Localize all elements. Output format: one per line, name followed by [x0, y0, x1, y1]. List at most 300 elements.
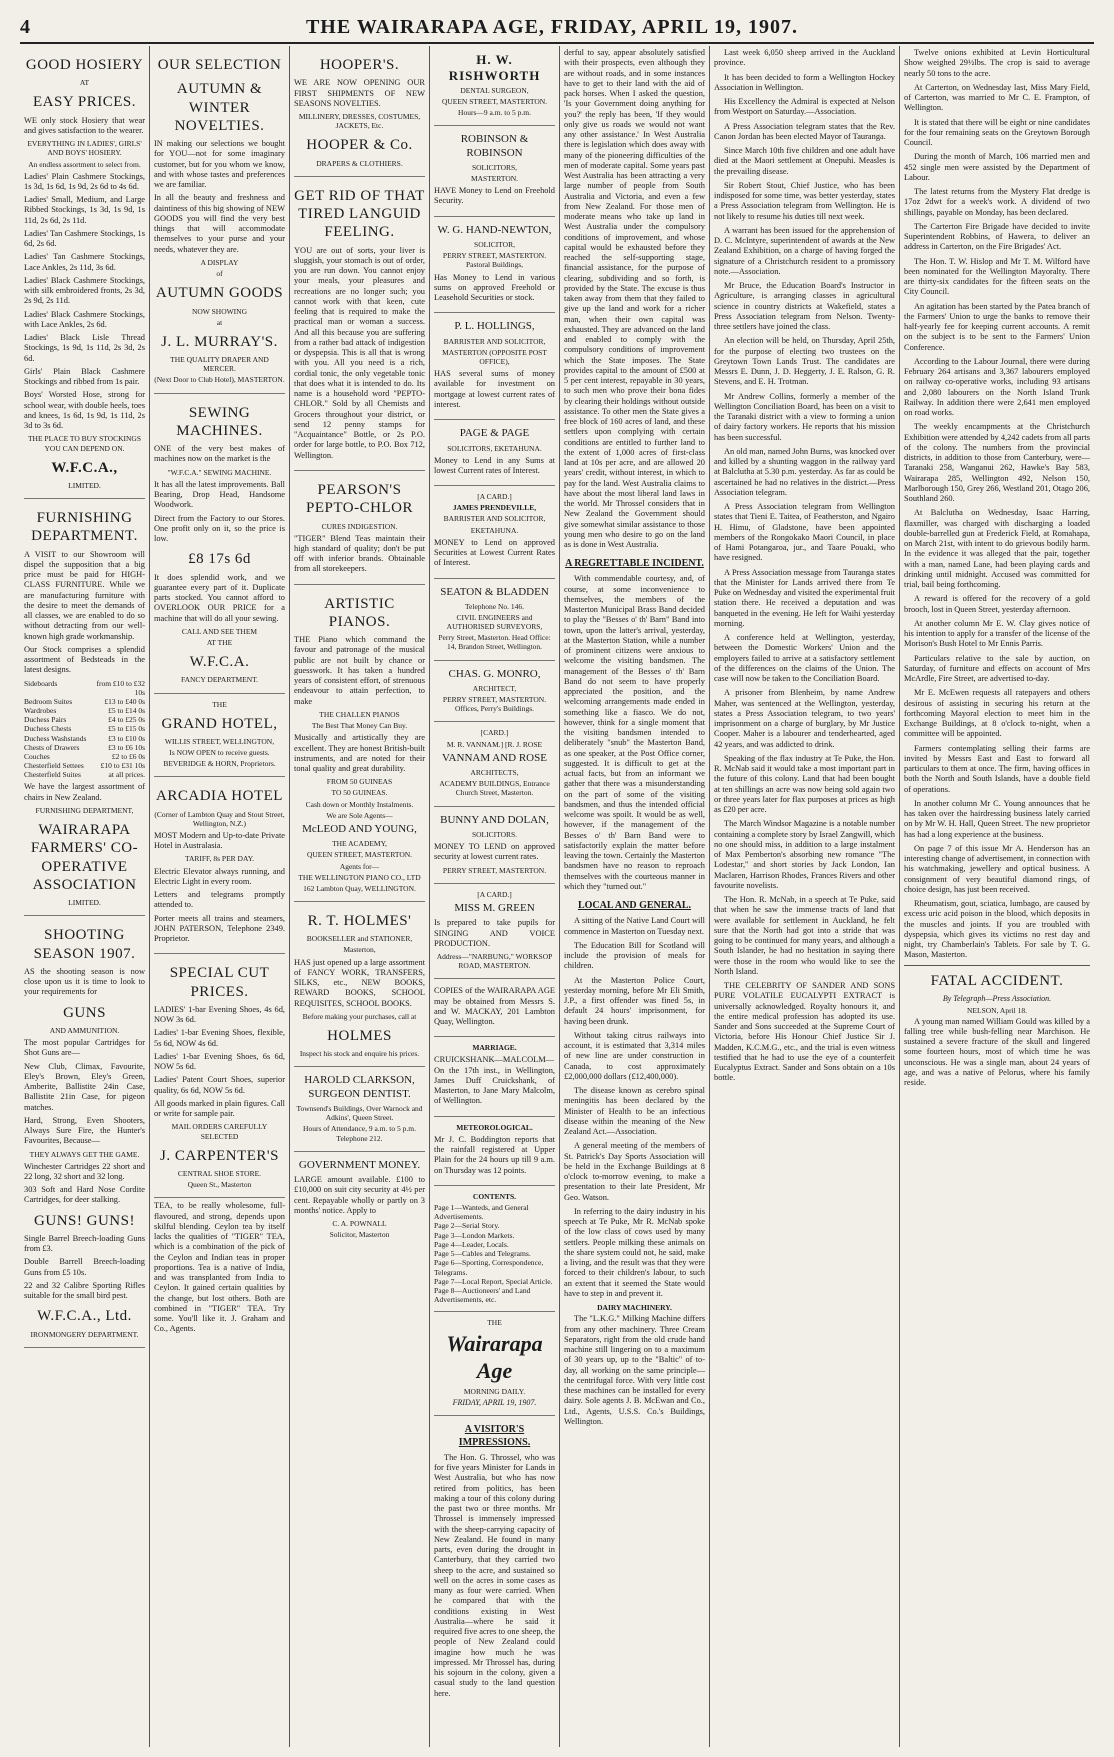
list-item: Girls' Plain Black Cashmere Stockings and ribbed from 1s pair.	[24, 366, 145, 387]
carpenter: J. CARPENTER'S	[160, 1147, 279, 1164]
hoopers-body: WE ARE NOW OPENING OUR FIRST SHIPMENTS OF NEW SEASONS NOVELTIES.	[294, 78, 425, 108]
challen-price2: TO 50 GUINEAS.	[331, 788, 388, 798]
vannam-header: M. R. VANNAM.] [R. J. ROSE	[446, 739, 543, 749]
artistic-body: THE Piano which command the favour and patronage of the musical public are not built by chance or guesswork. It has taken a hundred years of consistent effort, of strenuous endeavour to attain perfection, to make	[294, 635, 425, 706]
hosiery-ad	[24, 46, 145, 499]
list-item: A reward is offered for the recovery of a gold brooch, lost in Queen Street, yesterday afternoon.	[904, 594, 1090, 614]
agents-we: We are Sole Agents—	[326, 810, 393, 820]
marriage-title: MARRIAGE.	[472, 1043, 517, 1053]
list-item: The March Windsor Magazine is a notable number containing a complete story by Israel Zangwill, which no one should miss, in addition to a large instalment of Max Pemberton's absorbing new romance "The Lodestar," and short stories by Jack London, Ian Maclaren, Harrison Rhodes, Frances Rivers and other favourite novelists.	[714, 819, 895, 890]
hosiery-title: GOOD HOSIERY	[25, 57, 144, 73]
clarkson-ad	[294, 1067, 425, 1151]
list-item: An election will be held, on Thursday, April 25th, for the purpose of electing two trustees on the Greytown Town Lands Trust. The candidates are Messrs E. Dunn, J. D. Heggerty, J. E. Ralson, G. R. Stevens, and E. H. Trotman.	[714, 336, 895, 387]
robinson-name: ROBINSON & ROBINSON	[460, 133, 529, 159]
list-item: Ladies' Small, Medium, and Large Ribbed Stockings, 1s 3d, 1s 9d, 1s 11d, 2s 6d, 2s 11d.	[24, 195, 145, 225]
list-item: It has been decided to form a Wellington Hockey Association in Wellington.	[714, 72, 895, 92]
special-ad	[154, 954, 285, 1198]
paper-the: THE	[487, 1317, 502, 1327]
sewing-features: It has all the latest improvements. Ball Bearing, Drop Head, Handsome Woodwork.	[154, 479, 285, 510]
page-title: THE WAIRARAPA AGE, FRIDAY, APRIL 19, 1907.	[305, 15, 799, 38]
display-at: at	[216, 317, 223, 327]
mcleod: McLEOD AND YOUNG,	[302, 822, 417, 835]
rishworth-card	[434, 46, 555, 126]
list-item: Page 6—Sporting, Correspondence, Telegrams.	[434, 1258, 544, 1277]
robinson-card	[434, 126, 555, 217]
challen: THE CHALLEN PIANOS	[319, 709, 400, 719]
card-label: [CARD.]	[480, 728, 509, 738]
list-item: Ladies' Plain Cashmere Stockings, 1s 3d, 1s 6d, 1s 9d, 2s 6d to 4s 6d.	[24, 171, 145, 191]
table-row: Sideboards from £10 to £32 10s	[24, 678, 145, 697]
list-item: LADIES' 1-bar Evening Shoes, 4s 6d, NOW 3s 6d.	[154, 1004, 285, 1025]
guns-guns: GUNS! GUNS!	[34, 1212, 135, 1229]
list-item: The Hon. R. McNab, in a speech at Te Puke, said that when he saw the immense tracts of land that were available for settlement in Auckland, he felt sure that the North had got into a stride that was going to be continued for many years, and although a South Islander, he had no hesitation in saying there were those in the room who would like to see the North Island.	[714, 895, 895, 976]
list-item: Particulars relative to the sale by auction, on Saturday, of furniture and effects on account of Mrs McArdle, Fire Street, are advertised to-day.	[904, 653, 1090, 683]
guns-popular: The most popular Cartridges for Shot Guns are—	[24, 1038, 145, 1058]
hollings-card	[434, 313, 555, 420]
list-item: Ladies' Black Lisle Thread Stockings, 1s 9d, 1s 11d, 2s 3d, 2s 6d.	[24, 333, 145, 363]
list-item: In referring to the dairy industry in his speech at Te Puke, Mr R. McNab spoke of the low class of cows used by many settlers. People milking these animals on the share system could not, he said, make a living, and the result was that they were forced to their children's labour, to such an extent that it seemed the State would have to step in and prevent it.	[564, 1206, 705, 1298]
arcadia-elec: Electric Elevator always running, and Electric Light in every room.	[154, 866, 285, 886]
tiger-blend: "TIGER" Blend Teas maintain their high standard of quality; don't be put off with inferior brands. Obtainable from all storekeepers.	[294, 533, 425, 574]
rid-ad	[294, 177, 425, 471]
vannam-card	[434, 722, 555, 806]
stock-outro: We have the largest assortment of chairs in New Zealand.	[24, 782, 145, 802]
guns-list: New Club, Climax, Favourite, Eley's Brown, Eley's Green, Amberite, Ballistite 24in Case, Ballistite 21in Case, for pigeon matches.	[24, 1061, 145, 1112]
list-item: Ladies' 1-bar Evening Shoes, 6s 6d, NOW 5s 6d.	[154, 1051, 285, 1072]
list-item: An agitation has been started by the Patea branch of the Farmers' Union to urge the banks to remove their half-yearly fee for keeping current accounts. A remit on the subject is to be sent to the Farmers' Union Conference.	[904, 301, 1090, 352]
prendeville-card	[434, 486, 555, 578]
list-item: Page 1—Wanteds, and General Advertisements.	[434, 1202, 529, 1222]
list-item: Page 3—London Markets.	[434, 1230, 515, 1240]
list-item: During the month of March, 106 married men and 452 single men were assisted by the Department of Labour.	[904, 152, 1090, 182]
list-item: Mr Andrew Collins, formerly a member of the Wellington Conciliation Board, has been on a visit to the Taranaki district with a view to forming a union of dairy factory workers. He reports that his mission has been successful.	[714, 391, 895, 442]
list-item: A Press Association telegram states that the Rev. Canon Jordan has been elected Mayor of Tauranga.	[714, 121, 895, 141]
prendeville-role: BARRISTER AND SOLICITOR,	[443, 514, 546, 524]
page-body: Money to Lend in any Sums at lowest Current rates of Interest.	[434, 455, 555, 475]
rid-body: YOU are out of sorts, your liver is sluggish, your stomach is out of order, you are run down. You cannot enjoy your meals, your pleasures and recreations are no longer such; you cannot work with that keen, cute feeling that is required to make the practical man or woman a success. And all this because you are suffering from a rather bad attack of indigestion or dyspepsia. This is all that is wrong with you. All you need is a rich, cordial tonic, the only vegetable tonic that does what it is intended to do. Its name is a household word "PEPTO-CHLOR." Sold by all Chemists and Grocers throughout your district, or send 12 penny stamps for "Acquaintance" Bottle, or 2s P.O. order for large bottle, to P.O. Box 712, Wellington.	[294, 245, 425, 460]
list-item: Speaking of the flax industry at Te Puke, the Hon. R. McNab said it would take a most important part in the future of this colony. Land that had been bought at ten shillings an acre was now being sold again two or three years later for flax purposes at prices as high as £20 per acre.	[714, 753, 895, 814]
bunny-card	[434, 807, 555, 884]
marriage-body: CRUICKSHANK—MALCOLM—On the 17th inst., in Wellington, James Duff Cruickshank, of Masterton, to Jane Mary Malcolm, of Wellington.	[434, 1055, 555, 1106]
list-item: At Carterton, on Wednesday last, Miss Mary Field, of Carterton, was married to Mr C. E. Frampton, of Wellington.	[904, 82, 1090, 113]
hoopers-ad	[294, 46, 425, 177]
hosiery-buy: THE PLACE TO BUY STOCKINGS YOU CAN DEPEND ON.	[27, 434, 142, 453]
pepto-ad	[294, 471, 425, 585]
visitor-article	[434, 1424, 555, 1698]
fatal-dateline: NELSON, April 18.	[967, 1005, 1027, 1015]
robinson-town: MASTERTON.	[470, 174, 519, 184]
list-item: A sitting of the Native Land Court will commence in Masterton on Tuesday next.	[564, 916, 705, 936]
paper-daily: MORNING DAILY.	[463, 1386, 526, 1396]
list-item: Since March 10th five children and one adult have died at the Maori settlement at Onepuhi. Measles is the prevailing disease.	[714, 146, 895, 176]
holmes-inspect: Inspect his stock and enquire his prices.	[299, 1049, 420, 1059]
academy: THE ACADEMY,	[332, 839, 387, 849]
sewing-name: "W.F.C.A." SEWING MACHINE.	[167, 467, 272, 477]
contents-box	[434, 1186, 555, 1312]
our-selection: OUR SELECTION	[157, 57, 282, 73]
vannam-role: ARCHITECTS,	[470, 768, 519, 778]
grand-prop: BEVERIDGE & HORN, Proprietors.	[163, 759, 276, 769]
paper-date: FRIDAY, APRIL 19, 1907.	[452, 1397, 537, 1407]
govt-name: C. A. POWNALL	[332, 1219, 387, 1229]
special-mail: MAIL ORDERS CAREFULLY SELECTED	[171, 1122, 268, 1141]
list-item: A general meeting of the members of St. Patrick's Day Sports Association will be held in the Exchange Buildings at 8 o'clock to-morrow evening, to make a presentation to their late President, Mr Geo. Watson.	[564, 1141, 705, 1202]
arcadia-title: ARCADIA HOTEL	[156, 788, 283, 805]
marriage-notice	[434, 1037, 555, 1116]
hoopers-drapers: DRAPERS & CLOTHIERS.	[316, 158, 403, 168]
list-item: On page 7 of this issue Mr A. Henderson has an interesting change of advertisement, in connection with his watchmaking, jewellery and optical business. A consignment of very beautiful diamond rings, of choice design, has just been received.	[904, 843, 1090, 894]
visitor-body: The Hon. G. Throssel, who was for five years Minister for Lands in West Australia, but who has now retired from politics, has been making a tour of this colony during the past two or three months. Mr Throssel is immensely impressed with the sheep-carrying capacity of New Zealand. He found in many parts, even during the drought in Canterbury, that they carried two sheep to the acre, and sustained so well on the acres in some cases as many as four were carried. When he compared that with the conditions existing in West Australia—where he said it required five acres to one sheep, the people of New Zealand could imagine how much he was impressed. Mr Throssel has, during his sojourn in the colony, given a casual study to the land question here.	[434, 1452, 555, 1698]
column-2	[150, 46, 290, 1747]
divider	[904, 965, 1090, 966]
list-item: His Excellency the Admiral is expected at Nelson from Westport on Saturday.—Association.	[714, 97, 895, 117]
meteor-title: METEOROLOGICAL.	[456, 1122, 533, 1132]
hoopers: HOOPER'S.	[319, 57, 400, 73]
column-6	[710, 46, 900, 1747]
list-item: Rheumatism, gout, sciatica, lumbago, are caused by excess uric acid poison in the blood, which deposits in the muscles and joints. If you are troubled with dyspepsia, which gives its victims no rest day and night, try Chamberlain's Tablets. For sale by T. G. Mason, Masterton.	[904, 899, 1090, 960]
holmes-body: HAS just opened up a large assortment of FANCY WORK, TRANSFERS, SILKS, etc., NEW BOOKS, REWARD BOOKS, SCHOOL REQUISITES, SCHOOL BOOKS.	[294, 957, 425, 1008]
rishworth-name: H. W. RISHWORTH	[448, 52, 541, 83]
seaton-addr: Perry Street, Masterton. Head Office: 14, Brandon Street, Wellington.	[438, 633, 551, 652]
arcadia-ad	[154, 777, 285, 954]
sewing-guarantee: It does splendid work, and we guarantee every part of it. Duplicate parts stocked. You cannot afford to OVERLOOK OUR PRICE for a machine that will do all your sewing.	[154, 572, 285, 623]
list-item: Page 8—Auctioneers' and Land Advertisements, etc.	[434, 1286, 531, 1305]
grand-open: Is NOW OPEN to receive guests.	[169, 748, 270, 758]
hosiery-prices: EASY PRICES.	[33, 94, 136, 111]
table-row: Couches £2 to £6 0s	[24, 751, 145, 761]
govt-title: GOVERNMENT MONEY.	[298, 1158, 421, 1171]
grand-addr: WILLIS STREET, WELLINGTON,	[164, 736, 275, 746]
list-item: THE CELEBRITY OF SANDER AND SONS PURE VOLATILE EUCALYPTI EXTRACT is universally acknowledged. Royalty honours it, and the entire medical profession has adopted its use. Sander and Sons succeeded at the Supreme Court of Victoria, before His Honour Chief Justice Sir J. Madden, K.C.M.G., etc., and the trial is even witness testified that he had to use the eye of a counterfeit Eucalyptus Extract. Sander and Sons obtain on a 10s bottle.	[714, 981, 895, 1083]
ironmongery: IRONMONGERY DEPARTMENT.	[30, 1329, 139, 1339]
list-item: In another column Mr C. Young announces that he has taken over the hairdressing business lately carried on by Mr W. H. Hall, Queen Street. The new proprietor has had a long experience at the business.	[904, 798, 1090, 839]
carpenter-sub: CENTRAL SHOE STORE.	[177, 1169, 262, 1179]
table-row: Chesterfield Suites at all prices.	[24, 770, 145, 780]
copies-notice	[434, 979, 555, 1037]
list-item: Ladies' 1-bar Evening Shoes, flexible, 5s 6d, NOW 4s 6d.	[154, 1028, 285, 1048]
hosiery-list	[24, 172, 145, 432]
bunny-body: MONEY TO LEND on approved security at lowest current rates.	[434, 842, 555, 862]
arcadia-tariff: TARIFF, 8s PER DAY.	[184, 854, 255, 864]
coop-limited: LIMITED.	[68, 898, 101, 908]
column-5	[560, 46, 710, 1747]
masthead	[20, 12, 1094, 44]
coop-title: WAIRARAPA FARMERS' CO-OPERATIVE ASSOCIATION	[30, 821, 139, 893]
column-1	[20, 46, 150, 1747]
list-item: It is stated that there will be eight or nine candidates for the four remaining seats on the Greytown Borough Council.	[904, 117, 1090, 147]
table-row: Chesterfield Settees £10 to £31 10s	[24, 760, 145, 770]
meteor-notice	[434, 1117, 555, 1186]
list-item: Farmers contemplating selling their farms are invited by Messrs East and East to forward all particulars to them at once. The firm, having offices in both the North and South Islands, have a double field of operations.	[904, 743, 1090, 794]
holmes-ad	[294, 902, 425, 1067]
clarkson-hours: Hours of Attendance, 9 a.m. to 5 p.m. Telephone 212.	[303, 1124, 416, 1143]
table-row: Bedroom Suites £13 to £40 0s	[24, 697, 145, 706]
list-item: Boys' Worsted Hose, strong for school wear, with double heels, toes and knees, 1s 6d, 1s 9d, 1s 11d, 2s 3d to 3s 6d.	[24, 390, 145, 431]
calibre: 22 and 32 Calibre Sporting Rifles suitable for the small bird pest.	[24, 1280, 145, 1301]
list-item: Sir Robert Stout, Chief Justice, who has been indisposed for some time, was better yesterday, states a Press Association telegram from Wellington. He is not likely to resume his duties till next week.	[714, 180, 895, 221]
green-card	[434, 884, 555, 980]
challen-best: The Best That Money Can Buy.	[311, 721, 408, 731]
table-row: Wardrobes £5 to £14 0s	[24, 706, 145, 716]
tea-ad: TEA, to be really wholesome, full-flavoured, and strong, depends upon skilful blending. Ceylon tea by itself lacks the qualities of "TIGER" TEA, which is a combination of the pick of the Ceylon and Indian teas in proper proportions. Tea is a native of India, and was transplanted from India to Ceylon. It gained certain qualities by the change, but lost others. Both are combined in "TIGER" TEA. Try some. You'll like it. J. Graham and Co., Agents.	[154, 1201, 285, 1334]
holmes-before: Before making your purchases, call at	[302, 1011, 417, 1021]
handnewton-name: W. G. HAND-NEWTON,	[437, 223, 552, 236]
card-label: [A CARD.]	[477, 492, 512, 502]
handnewton-role: SOLICITOR,	[474, 240, 515, 250]
column-7	[900, 46, 1094, 1747]
queen-st: QUEEN STREET, MASTERTON.	[306, 850, 413, 860]
list-item: Mr E. McEwen requests all ratepayers and others desirous of assisting in securing his return at the forthcoming Mayoral election to meet him in the Exchange Buildings, at 8 o'clock to-night, when a committee will be appointed.	[904, 688, 1090, 739]
rishworth-role: DENTAL SURGEON,	[460, 85, 529, 95]
vannam-addr: ACADEMY BUILDINGS, Entrance Church Street, Masterton.	[439, 779, 550, 798]
furnishing-dept: FURNISHING DEPARTMENT,	[35, 805, 134, 815]
guns-hard: Hard, Strong, Even Shooters, Always Sure Fire, the Hunter's Favourites, Because—	[24, 1115, 145, 1146]
green-addr: Address—"NARBUNG," WORKSOP ROAD, MASTERTON.	[436, 952, 553, 971]
carpenter-addr: Queen St., Masterton	[187, 1180, 252, 1190]
shooting-title: SHOOTING SEASON 1907.	[33, 927, 136, 962]
robinson-body: HAVE Money to Lend on Freehold Security.	[434, 186, 555, 206]
shooting-ad	[24, 916, 145, 1348]
holmes-title: R. T. HOLMES'	[307, 912, 412, 929]
sewing-body: ONE of the very best makes of machines now on the market is the	[154, 444, 285, 464]
now-showing: NOW SHOWING	[191, 306, 248, 316]
regret-body: With commendable courtesy, and, of course, at some inconvenience to themselves, the members of the Masterton Municipal Brass Band decided to play the "Besses o' th' Barn" Band into town, upon the latter's arrival, yesterday, at the Masterton Station, while a number of prominent citizens were anxious to welcome the visiting bandsmen. The management of the Besses o' th' Barn Band do not seem to have properly appreciated the position, and the welcoming arrangements made ended in something like a fiasco. We do not, however, think for a single moment that the visiting bandsmen intended to deliberately "snub" the Masterton Band, as one speaker, at the Post Office corner, suggested. It is difficult to get at the actual facts, but from an informant we gather that there was a misunderstanding on the part of some of the visiting bandsmen, and thus the intended official welcome was spoilt. It would be as well, however, if the management of the Besses o' th' Barn Band were to satisfactorily explain the matter before leaving the town. Certainly the Masterton bandsmen have no reason to reproach themselves with the courteous manner in which they "turned out."	[564, 574, 705, 891]
table-row: Duchess Pairs £4 to £25 0s	[24, 715, 145, 725]
hosiery-assortment: An endless assortment to select from.	[28, 159, 141, 169]
list-item: Last week 6,050 sheep arrived in the Auckland province.	[714, 48, 895, 68]
green-body: Is prepared to take pupils for SINGING AND VOICE PRODUCTION.	[434, 918, 555, 948]
fatal-body: A young man named William Gould was killed by a falling tree while bush-felling near Marchison. He sustained a severe fracture of the skull and lingered some fourteen hours, most of which time he was unconscious. He was a single man, about 24 years of age, and was a native of Pelorus, where his family reside.	[904, 1016, 1090, 1088]
handnewton-card	[434, 217, 555, 314]
clarkson-title: HAROLD CLARKSON, SURGEON DENTIST.	[304, 1074, 415, 1100]
single-barrel: Single Barrel Breech-loading Guns from £3.	[24, 1233, 145, 1254]
pepto-cures: CURES INDIGESTION.	[321, 521, 398, 531]
hosiery-intro: WE only stock Hosiery that wear and gives satisfaction to the wearer.	[24, 115, 145, 135]
autumn-goods: AUTUMN GOODS	[155, 285, 284, 302]
robinson-role: SOLICITORS,	[471, 162, 518, 172]
list-item: According to the Labour Journal, there were during February 264 artisans and 3,367 labourers employed on railway co-operative works, including 93 artisans and 2,080 labourers on the North Island Trunk Railway. In addition there were 2,641 men employed on road works.	[904, 356, 1090, 417]
list-item: Ladies' Black Cashmere Stockings, with Lace Ankles, 2s 6d.	[24, 309, 145, 329]
wfca-limited: LIMITED.	[68, 480, 101, 490]
list-item: A Press Association telegram from Wellington states that Tieni E. Taitea, of Featherston, and Ngairo H. Himu, of Gladstone, have been appointed members of the Rongokako Maori Council, in place of Hami Potangaroa, jur., and Taare Pouaki, who have resigned.	[714, 502, 895, 563]
list-item: An old man, named John Burns, was knocked over and killed by a shunting waggon in the railway yard at Balclutha at 5.30 p.m. yesterday. As far as could be ascertained he had no relatives in the district.—Press Association telegram.	[714, 446, 895, 497]
card-label: [A CARD.]	[477, 889, 512, 899]
prendeville-name: JAMES PRENDEVILLE,	[452, 503, 537, 513]
list-item: Without taking citrus railways into account, it is estimated that 3,314 miles of new line are under construction in Canada, to cost approximately £2,000,000 dollars (£12,400,000).	[564, 1030, 705, 1081]
visitor-continued: derful to say, appear absolutely satisfied with their prospects, even although they are without roads, and in some instances have to get to their land with the aid of pack horses. When I asked the question, 'Is your Government doing anything for you?' the reply has been, 'If they would only give us roads we would not want any other assistance.' In West Australia there is legislation which does away with many of the pioneering difficulties of the men of moderate capital. Some years past West Australia has been attracting a very large number of people from South Australia and Victoria, and even a few from New Zealand. For those men of moderate means who take up land in West Australia under the compulsory conditions of improvement, and whose capital would be exhausted before they reached the self-supporting stage, financial assistance, for the purpose of clearing, subdividing and so forth, is provided by the State. The excuse is thus taken away from them that they failed to give up the land and work for a richer man, when their own capital was exhausted. They are advanced on the land and enabled to comply with the compulsory conditions of improvement which the State imposes. The State provides capital to the amount of £500 at 5 per cent interest, repayable in 30 years, to such men who prove their bona fides by clearing their holdings without outside assistance. To other men the State gives a free block of 160 acres of land, and these settlers upon complying with certain conditions are entitled to further land to the extent of 1,000 acres of first-class land at 10s per acre, and are allowed 20 years' credit, without interest, in which to pay for the land. West Australia claims to have about the most liberal land laws in the world. Mr Throssel considers that in New Zealand the Government should give somewhat similar assistance to those young men who desire to go on the land as is done in West Australia.	[564, 48, 705, 549]
list-item: A Press Association message from Tauranga states that the Minister for Lands arrived there from Te Puke on Wednesday and visited the experimental fruit station there. He received a deputation and was banqueted in the evening. He left for Waihi yesterday morning.	[714, 567, 895, 628]
bunny-role: SOLICITORS.	[471, 829, 518, 839]
column-3	[290, 46, 430, 1747]
list-item: Ladies' Black Cashmere Stockings, with silk embroidered fronts, 2s 3d, 2s 9d, 2s 11d.	[24, 275, 145, 306]
paper-name: Wairarapa Age	[446, 1330, 543, 1383]
handnewton-body: Has Money to Lend in various sums on approved Freehold or Leasehold Securities or stock.	[434, 272, 555, 303]
special-goods: All goods marked in plain figures. Call or write for sample pair.	[154, 1098, 285, 1119]
govt-body: LARGE amount available. £100 to £10,000 on suit city security at 4½ per cent. Repayable wholly or partly on 3 months' notice. Apply to	[294, 1175, 425, 1215]
list-item: Page 7—Local Report, Special Article.	[434, 1276, 553, 1286]
guns-title: GUNS	[63, 1004, 106, 1021]
visitor-title: A VISITOR'S IMPRESSIONS.	[458, 1424, 531, 1448]
winchester: Winchester Cartridges 22 short and 22 long, 32 short and 32 long.	[24, 1161, 145, 1181]
hollings-addr: MASTERTON (OPPOSITE POST OFFICE),	[442, 347, 547, 366]
hoopers-list: MILLINERY, DRESSES, COSTUMES, JACKETS, Etc.	[298, 112, 421, 131]
furnishing-title: FURNISHING DEPARTMENT.	[31, 510, 138, 545]
copies-body: COPIES of the WAIRARAPA AGE may be obtained from Messrs S. and W. MACKAY, 201 Lambton Quay, Wellington.	[434, 986, 555, 1027]
vannam-name: VANNAM AND ROSE	[442, 751, 547, 764]
sewing-price: £8 17s 6d	[188, 551, 251, 568]
list-item: Ladies' Tan Cashmere Stockings, 1s 6d, 2s 6d.	[24, 228, 145, 249]
stock-table	[24, 679, 145, 780]
list-item: Page 5—Cables and Telegrams.	[434, 1249, 531, 1259]
piano-co: THE WELLINGTON PIANO CO., LTD	[298, 872, 421, 882]
regret-title: A REGRETTABLE INCIDENT.	[565, 558, 704, 570]
rid-title: GET RID OF THAT TIRED LANGUID FEELING.	[294, 187, 425, 241]
govt-money-ad	[294, 1152, 425, 1248]
table-row: Duchess Washstands £3 to £10 0s	[24, 733, 145, 743]
wfca2: W.F.C.A.	[189, 654, 250, 671]
list-item: The latest returns from the Mystery Flat dredge is 17oz 2dwt for a week's work. A dividend of two shillings, payable on Monday, has been declared.	[904, 187, 1090, 217]
lambton: 162 Lambton Quay, WELLINGTON.	[303, 883, 416, 893]
list-item: Mr Bruce, the Education Board's Instructor in Agriculture, is arranging classes in agricultural science in country districts at Wakefield, states a Press Association telegram from Nelson. Twenty-three settlers have joined the class.	[714, 281, 895, 331]
list-item: Twelve onions exhibited at Levin Horticultural Show weighed 29½lbs. The crop is said to average nearly 50 tons to the acre.	[904, 48, 1090, 78]
contents-title: CONTENTS.	[472, 1191, 517, 1201]
page-card	[434, 420, 555, 486]
display-a: A DISPLAY	[200, 257, 239, 267]
seaton-tel: Telephone No. 146.	[464, 601, 525, 611]
table-row: Duchess Chests £5 to £15 0s	[24, 724, 145, 734]
prendeville-town: EKETAHUNA.	[470, 525, 519, 535]
list-item: The Education Bill for Scotland will include the provision of meals for children.	[564, 940, 705, 971]
challen-cash: Cash down or Monthly Instalments.	[305, 799, 414, 809]
seaton-card	[434, 579, 555, 661]
monro-addr: PERRY STREET, MASTERTON. Offices, Perry's Buildings.	[442, 695, 547, 714]
list-item: The weekly encampments at the Christchurch Exhibition were attended by 4,242 cadets from all parts of the colony. The numbers from the provincial districts, in addition to those from Canterbury, were—Taranaki 258, Wanganui 262, Hawke's Bay 583, Wairarapa 285, Wellington 492, Nelson 150, Marlborough 150, Grey 266, Westland 201, Otago 206, Southland 260.	[904, 422, 1090, 503]
columns	[20, 46, 1094, 1747]
murray: J. L. MURRAY'S.	[161, 333, 278, 350]
list-item: Ladies' Tan Cashmere Stockings, Lace Ankles, 2s 11d, 3s 6d.	[24, 252, 145, 272]
furnishing-ad	[24, 499, 145, 916]
holmes-name: HOLMES	[327, 1027, 392, 1044]
arcadia-porter: Porter meets all trains and steamers, JOHN PATERSON, Telephone 2349. Proprietor.	[154, 913, 285, 944]
govt-role: Solicitor, Masterton	[329, 1230, 390, 1240]
monro-card	[434, 661, 555, 723]
fancy-dept: FANCY DEPARTMENT.	[180, 675, 259, 685]
grand-hotel: GRAND HOTEL,	[161, 715, 278, 732]
page-name: PAGE & PAGE	[459, 427, 530, 440]
sewing-at: AT THE	[206, 637, 233, 647]
sewing-ad	[154, 394, 285, 694]
list-item: Page 2—Serial Story.	[434, 1221, 500, 1231]
autumn-body: IN making our selections we bought for YOU—not for some imaginary customer, but for you whom we know, and with whose tastes and preferences we are familiar.	[154, 139, 285, 190]
prendeville-body: MONEY to Lend on approved Securities at Lowest Current Rates of Interest.	[434, 537, 555, 568]
table-row: Chests of Drawers £3 to £6 10s	[24, 742, 145, 752]
sewing-title: SEWING MACHINES.	[176, 404, 263, 439]
fatal-title: FATAL ACCIDENT.	[930, 972, 1064, 989]
challen-body: Musically and artistically they are excellent. They are honest British-built instruments, and are noted for their tonal quality and great durability.	[294, 733, 425, 774]
list-item: The Hon. T. W. Hislop and Mr T. M. Wilford have been nominated for the Wellington Mayoralty. There are thirty-six candidates for the fifteen seats on the City Council.	[904, 256, 1090, 297]
list-item: Ladies' Patent Court Shoes, superior quality, 6s 6d, NOW 5s 6d.	[154, 1075, 285, 1095]
dairy-body: The "L.K.G." Milking Machine differs from any other machinery. Three Cream Separators, right from the old crude hand machine still lingering on to a maximum of 30 years up, up to the "Baltic" of to-day, all working on the same principle—the centrifugal force. With very little cost these machines can be installed for every dairy. Sole agents J. B. McEwan and Co., Ltd., Agents, U.S.S. Co.'s Buildings, Wellington.	[564, 1314, 705, 1426]
agents-for: Agents for—	[339, 861, 380, 871]
shooting-body: AS the shooting season is now close upon us it is time to look to your requirements for	[24, 966, 145, 997]
arcadia-body: MOST Modern and Up-to-date Private Hotel in Australasia.	[154, 830, 285, 851]
seaton-role: CIVIL ENGINEERS and AUTHORISED SURVEYORS,	[446, 613, 543, 632]
list-item: A conference held at Wellington, yesterday, between the Domestic Workers' Union and the employers failed to arrive at a satisfactory settlement of the differences on the claims of the Union. The case will now be taken to the Conciliation Board.	[714, 633, 895, 683]
rishworth-addr: QUEEN STREET, MASTERTON.	[441, 96, 548, 106]
grand-hotel-ad	[154, 694, 285, 778]
local-title: LOCAL AND GENERAL.	[577, 900, 692, 912]
holmes-town: Masterton,	[343, 945, 376, 955]
wfca-name: W.F.C.A.,	[51, 459, 118, 476]
sewing-direct: Direct from the Factory to our Stores. One profit only on it, so the price is low.	[154, 513, 285, 543]
fatal-by: By Telegraph—Press Association.	[942, 993, 1052, 1003]
pianos-ad	[294, 585, 425, 902]
dairy-title: DAIRY MACHINERY.	[597, 1303, 672, 1313]
hosiery-everything: EVERYTHING IN LADIES', GIRLS' AND BOYS' HOSIERY.	[27, 139, 142, 158]
arcadia-letters: Letters and telegrams promptly attended to.	[154, 890, 285, 910]
meteor-body: Mr J. C. Boddington reports that the rainfall registered at Upper Plain for the 24 hours up till 9 a.m. on Thursday was 12 points.	[434, 1134, 555, 1175]
challen-price: FROM 50 GUINEAS	[326, 777, 393, 787]
pepto-title: PEARSON'S PEPTO-CHLOR	[306, 481, 413, 517]
stock-intro: Our Stock comprises a splendid assortment of Bedsteads in the latest designs.	[24, 644, 145, 675]
soft-hard: 303 Soft and Hard Nose Cordite Cartridges, for deer stalking.	[24, 1185, 145, 1205]
special-title: SPECIAL CUT PRICES.	[169, 965, 270, 1000]
paper-masthead	[434, 1312, 555, 1417]
murray-addr: (Next Door to Club Hotel), MASTERTON.	[154, 375, 285, 385]
list-item: The Carterton Fire Brigade have decided to invite Superintendent Robbins, of Hawera, to deliver an address in Carterton, on the Fire Brigades' Act.	[904, 221, 1090, 252]
ammunition: AND AMMUNITION.	[49, 1025, 120, 1035]
arcadia-addr: (Corner of Lambton Quay and Stout Street, Wellington, N.Z.)	[154, 809, 285, 828]
green-name: MISS M. GREEN	[454, 901, 535, 914]
page-number: 4	[20, 15, 30, 38]
guns-game: THEY ALWAYS GET THE GAME.	[29, 1149, 140, 1159]
bunny-name: BUNNY AND DOLAN,	[440, 813, 549, 826]
rishworth-hours: Hours—9 a.m. to 5 p.m.	[458, 108, 531, 117]
selection-ad	[154, 46, 285, 394]
list-item: At the Masterton Police Court, yesterday morning, before Mr Eli Smith, J.P., a first offender was fined 5s, in default 24 hours' imprisonment, for having been drunk.	[564, 975, 705, 1026]
handnewton-addr: PERRY STREET, MASTERTON. Pastoral Buildings,	[442, 251, 547, 270]
list-item: A warrant has been issued for the apprehension of D. C. McIntyre, superintendent of awards at the New Zealand Exhibition, on a charge of having forged the signature of a Christchurch resident to a promissory note.—Association.	[714, 225, 895, 276]
autumn-title: AUTUMN & WINTER NOVELTIES.	[174, 81, 265, 134]
furnishing-body: A VISIT to our Showroom will dispel the supposition that a big price must be paid for HIGH-CLASS FURNITURE. While we are manufacturing furniture with the desire to meet the demands of all classes, we are enabled to do so without detracting from our well-known high grade workmanship.	[24, 549, 145, 641]
list-item: Page 4—Leader, Locals.	[434, 1239, 509, 1249]
clarkson-addr: Townsend's Buildings, Over Warnock and Adkins', Queen Street.	[296, 1104, 423, 1123]
display-of: of	[216, 269, 223, 279]
hosiery-at: AT	[79, 78, 90, 88]
bunny-addr: PERRY STREET, MASTERTON.	[442, 865, 547, 875]
autumn-body2: In all the beauty and freshness and daintiness of this big showing of NEW GOODS you will find the very best things that will accommodate themselves to your purse and your needs, whatever they are.	[154, 193, 285, 254]
column-4	[430, 46, 560, 1747]
artistic-title: ARTISTIC PIANOS.	[324, 595, 395, 630]
list-item: A prisoner from Blenheim, by name Andrew Maher, was sentenced at the Wellington, yesterday, states a Press Association telegram, to two years' imprisonment on a charge of burglary, by Mr Justice Cooper. Maher is a labourer and tenderhearted, aged 42 years, and was addicted to drink.	[714, 688, 895, 749]
hoopers-co: HOOPER & Co.	[306, 137, 413, 154]
page-role: SOLICITORS, EKETAHUNA.	[447, 443, 542, 453]
double-barrel: Double Barrell Breech-loading Guns from £5 10s.	[24, 1257, 145, 1277]
monro-name: CHAS. G. MONRO,	[448, 667, 541, 680]
hollings-role: BARRISTER AND SOLICITOR,	[443, 336, 546, 346]
sewing-call: CALL AND SEE THEM	[181, 626, 258, 636]
seaton-name: SEATON & BLADDEN	[440, 585, 549, 598]
holmes-sub: BOOKSELLER and STATIONER,	[306, 934, 413, 944]
hollings-body: HAS several sums of money available for investment on mortgage at lowest current rates of interest.	[434, 369, 555, 409]
list-item: At another column Mr E. W. Clay gives notice of his intention to apply for a transfer of the license of the Morison's Bush Hotel to Mr Ennis Parris.	[904, 618, 1090, 649]
hollings-name: P. L. HOLLINGS,	[454, 320, 535, 333]
list-item: The disease known as cerebro spinal meningitis has been declared by the Minister of Health to be an infectious disease within the meaning of the New Zealand Act.—Association.	[564, 1086, 705, 1137]
list-item: At Balclutha on Wednesday, Isaac Harring, flaxmiller, was charged with discharging a loaded double-barrelled gun at Frederick Field, at Romahapa, on March 21st, with intent to do grievous bodily harm. In the evidence it was alleged that the pair, together with a man, named Lane, had been playing cards and drinking until midnight. Accused was committed for trial, bail being forthcoming.	[904, 508, 1090, 589]
grand-the: THE	[212, 699, 227, 709]
wfca-ltd: W.F.C.A., Ltd.	[37, 1308, 132, 1325]
monro-role: ARCHITECT,	[472, 684, 517, 694]
